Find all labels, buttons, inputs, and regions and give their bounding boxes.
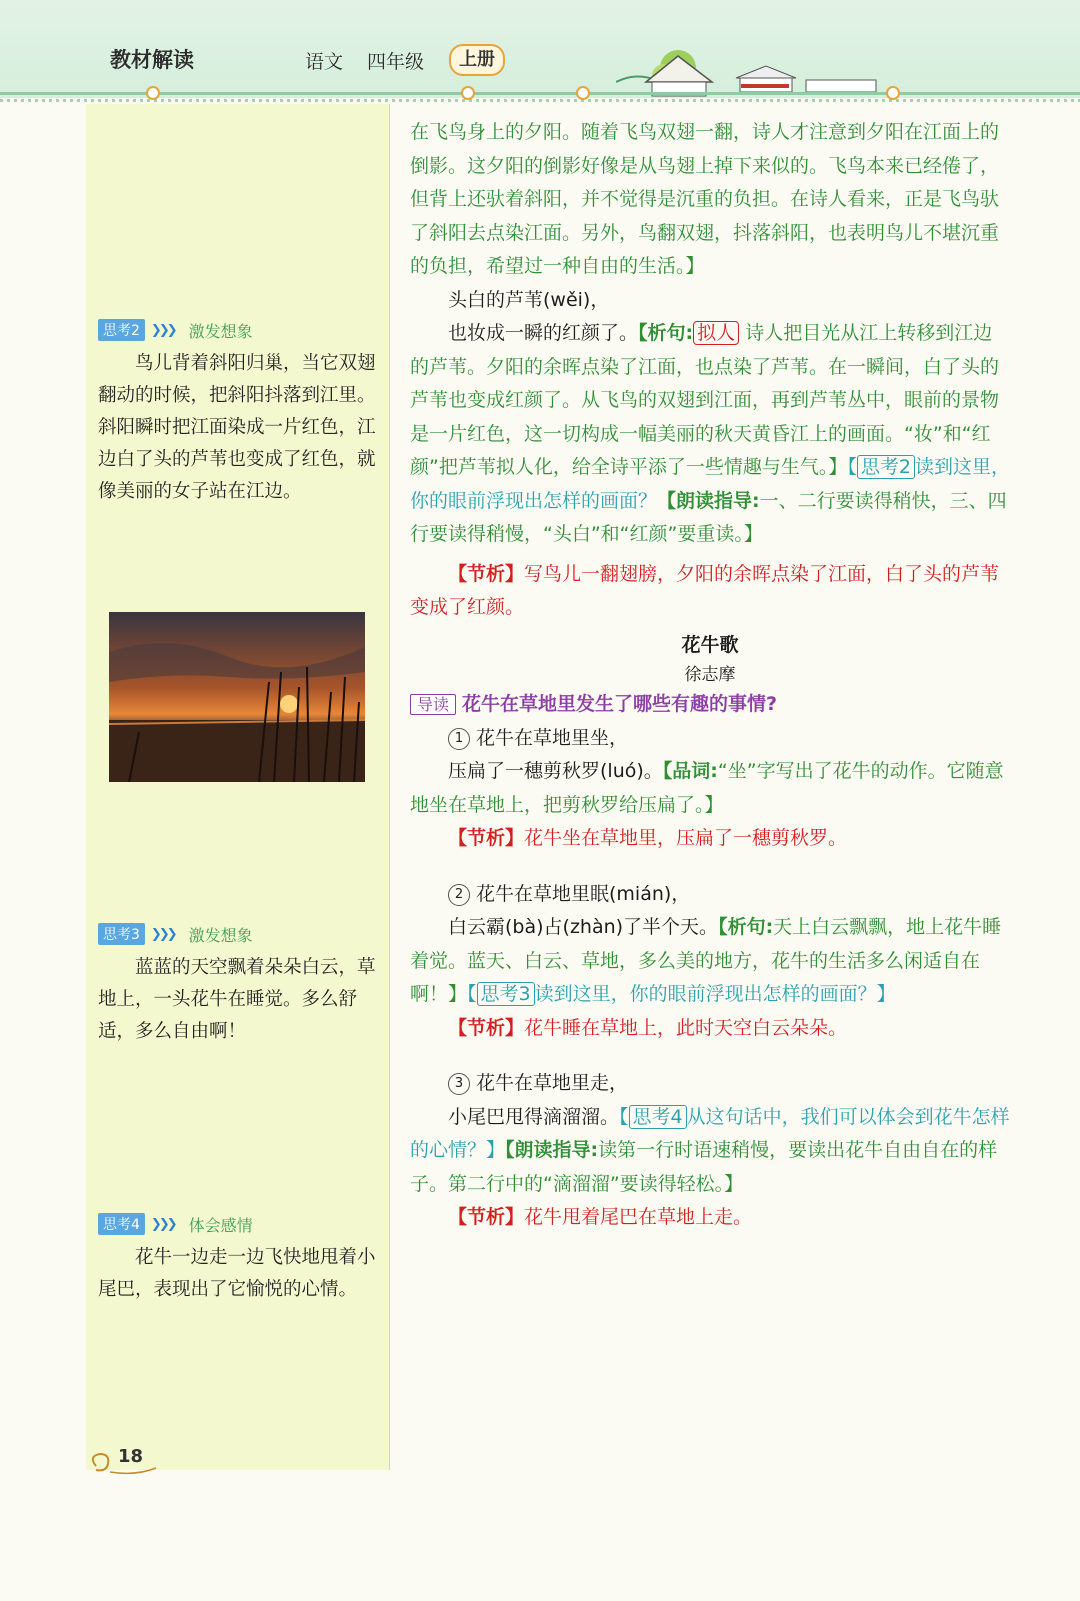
header-subject: 语文 xyxy=(305,51,344,73)
poem-line-with-analysis: 也妆成一瞬的红颜了。【析句: 拟人 诗人把目光从江上转移到江边的芦苇。夕阳的余晖点染了江面，也点染了芦苇。在一瞬间，白了头的芦苇也变成红颜了。从飞鸟的双翅到江面，再到芦苇丛中，眼前的景物是一片红色，这一切构成一幅美丽的秋天黄昏江上的画面。“妆”和“红颜”把芦苇拟人化，给全诗平添了一些情趣与生气。】【 思考2 读到这里，你的眼前浮现出怎样的画面？【朗读指导:一、二行要读得稍快，三、四行要读得稍慢，“头白”和“红颜”要重读。】 xyxy=(410,322,1010,545)
header-title: 教材解读 xyxy=(110,48,194,72)
rule-knot-icon xyxy=(576,86,590,100)
note-category: 激发想象 xyxy=(188,321,253,341)
section-analysis: 【节析】花牛睡在草地上，此时天空白云朵朵。 xyxy=(448,1016,848,1039)
rule-knot-icon xyxy=(461,86,475,100)
page-number: 18 xyxy=(118,1446,144,1467)
note-sikao4 xyxy=(98,1212,393,1306)
stanza-number-icon: 3 xyxy=(448,1073,470,1095)
stanza-number-icon: 1 xyxy=(448,728,470,750)
section-analysis: 【节析】花牛坐在草地里，压扁了一穗剪秋罗。 xyxy=(448,827,848,849)
page-header xyxy=(0,0,1080,98)
header-grade: 四年级 xyxy=(367,51,425,73)
rule-knot-icon xyxy=(886,86,900,100)
daodu-tag: 导读 xyxy=(410,694,456,715)
header-dotted-rule xyxy=(0,99,1080,102)
stanza-2-line-2: 白云霸(bà)占(zhàn)了半个天。【析句:天上白云飘飘，地上花牛睡着觉。蓝天、白云、草地，多么美的地方，花牛的生活多么闲适自在啊！】【 思考3 读到这里，你的眼前浮现出怎样的画面？】 xyxy=(410,916,1002,1005)
note-tag: 思考4 xyxy=(98,1213,145,1235)
stanza-3-line-1: 3 花牛在草地里走， xyxy=(410,1067,1010,1101)
rule-knot-icon xyxy=(146,86,160,100)
main-text-column xyxy=(410,116,1010,1235)
guided-reading: 导读 花牛在草地里发生了哪些有趣的事情? xyxy=(410,688,1010,722)
sikao3-tag: 思考3 xyxy=(477,982,535,1006)
sikao2-tag: 思考2 xyxy=(857,455,915,479)
header-volume-badge: 上册 xyxy=(449,44,505,76)
note-sikao3 xyxy=(98,922,393,1048)
header-rule xyxy=(0,92,1080,95)
chevron-right-icon: ❯❯❯ xyxy=(150,926,175,942)
poem-author: 徐志摩 xyxy=(684,665,736,685)
sikao4-tag: 思考4 xyxy=(629,1105,687,1129)
section-analysis: 【节析】花牛甩着尾巴在草地上走。 xyxy=(448,1206,753,1228)
note-tag: 思考2 xyxy=(98,319,145,341)
chevron-right-icon: ❯❯❯ xyxy=(150,322,175,338)
note-category: 体会感情 xyxy=(188,1215,253,1235)
rhetoric-tag: 拟人 xyxy=(693,321,739,345)
note-text: 蓝蓝的天空飘着朵朵白云，草地上，一头花牛在睡觉。多么舒适，多么自由啊！ xyxy=(98,957,376,1042)
note-text: 鸟儿背着斜阳归巢，当它双翅翻动的时候，把斜阳抖落到江里。斜阳瞬时把江面染成一片红色，江边白了头的芦苇也变成了红色，就像美丽的女子站在江边。 xyxy=(98,353,376,502)
poem-title: 花牛歌 xyxy=(681,633,739,656)
note-tag: 思考3 xyxy=(98,923,145,945)
poem-line: 头白的芦苇(wěi)， xyxy=(448,288,610,311)
stanza-2-line-1: 2 花牛在草地里眠(mián)， xyxy=(410,878,1010,912)
sunset-reeds-photo xyxy=(109,612,365,782)
stanza-1-line-2: 压扁了一穗剪秋罗(luó)。【品词:“坐”字写出了花牛的动作。它随意地坐在草地上，把剪秋罗给压扁了。】 xyxy=(410,760,1004,816)
note-text: 花牛一边走一边飞快地甩着小尾巴，表现出了它愉悦的心情。 xyxy=(98,1247,376,1300)
analysis-paragraph: 在飞鸟身上的夕阳。随着飞鸟双翅一翻，诗人才注意到夕阳在江面上的倒影。这夕阳的倒影好像是从鸟翅上掉下来似的。飞鸟本来已经倦了，但背上还驮着斜阳，并不觉得是沉重的负担。在诗人看来，正是飞鸟驮了斜阳去点染江面。另外，鸟翻双翅，抖落斜阳，也表明鸟儿不堪沉重的负担，希望过一种自由的生活。】 xyxy=(410,121,1000,277)
stanza-1-line-1: 1 花牛在草地里坐， xyxy=(410,722,1010,756)
stanza-3-line-2: 小尾巴甩得滴溜溜。【 思考4 从这句话中，我们可以体会到花牛怎样的心情？】【朗读指导:读第一行时语速稍慢，要读出花牛自由自在的样子。第二行中的“滴溜溜”要读得轻松。】 xyxy=(410,1105,1010,1195)
note-category: 激发想象 xyxy=(188,925,253,945)
note-sikao2 xyxy=(98,318,393,508)
section-analysis: 【节析】写鸟儿一翻翅膀，夕阳的余晖点染了江面，白了头的芦苇变成了红颜。 xyxy=(410,562,1000,618)
chevron-right-icon: ❯❯❯ xyxy=(150,1216,175,1232)
stanza-number-icon: 2 xyxy=(448,884,470,906)
